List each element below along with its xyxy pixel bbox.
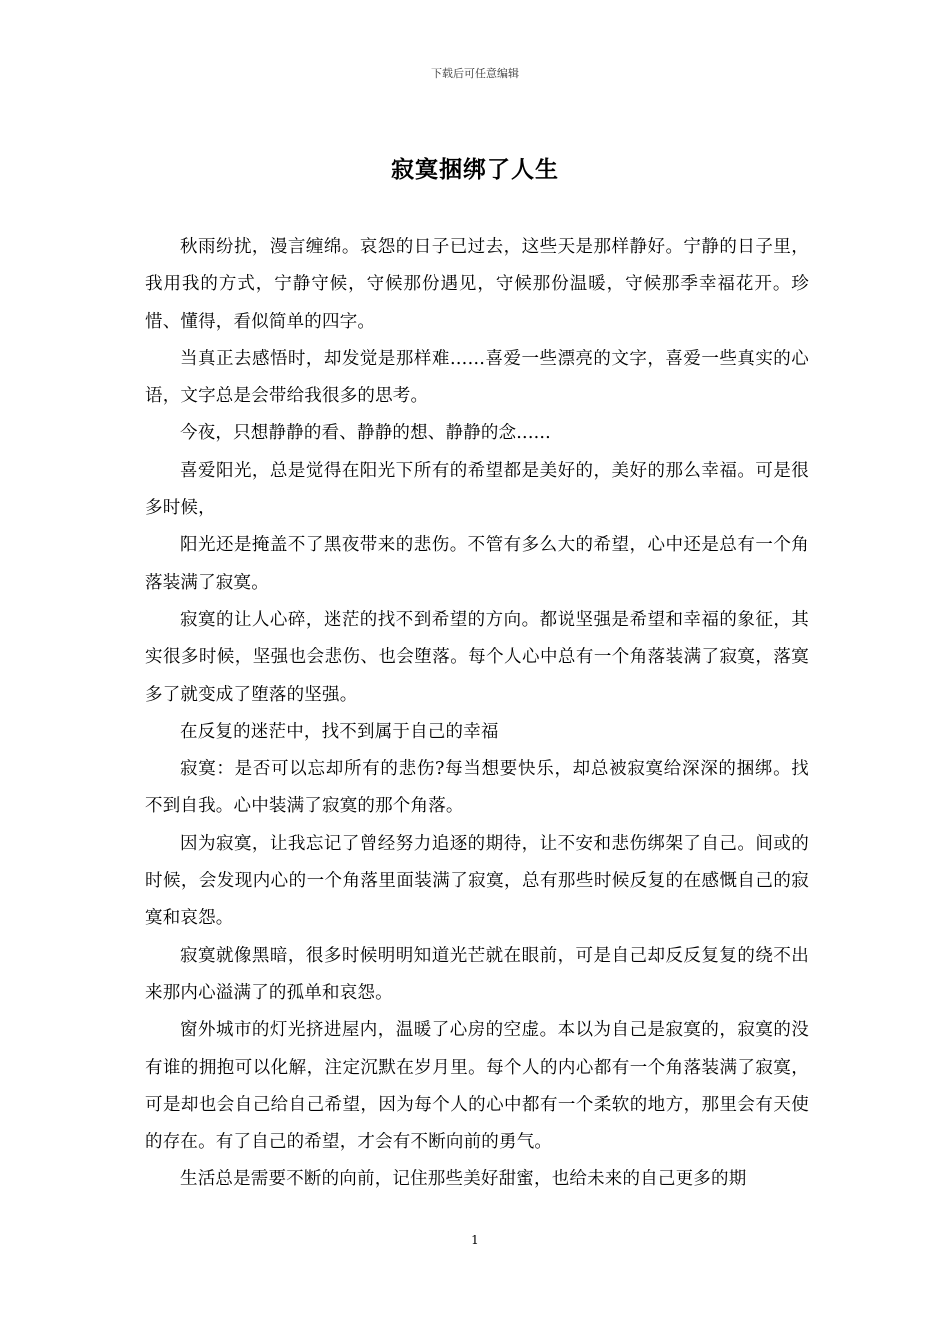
- document-body: [145, 229, 809, 1199]
- paragraph: 今夜，只想静静的看、静静的想、静静的念......: [180, 423, 551, 444]
- page-number: 1: [471, 1233, 479, 1247]
- paragraph: 阳光还是掩盖不了黑夜带来的悲伤。不管有多么大的希望，心中还是总有一个角落装满了寂寞。: [145, 535, 809, 593]
- paragraph: 生活总是需要不断的向前，记住那些美好甜蜜，也给未来的自己更多的期: [180, 1169, 747, 1190]
- paragraph: 因为寂寞，让我忘记了曾经努力追逐的期待，让不安和悲伤绑架了自己。间或的时候，会发现内心的一个角落里面装满了寂寞，总有那些时候反复的在感慨自己的寂寞和哀怨。: [145, 833, 809, 929]
- paragraph: 喜爱阳光，总是觉得在阳光下所有的希望都是美好的，美好的那么幸福。可是很多时候，: [145, 460, 809, 519]
- paragraph: 寂寞的让人心碎，迷茫的找不到希望的方向。都说坚强是希望和幸福的象征，其实很多时候，坚强也会悲伤、也会堕落。每个人心中总有一个角落装满了寂寞，落寞多了就变成了堕落的坚强。: [145, 609, 809, 705]
- paragraph: 窗外城市的灯光挤进屋内，温暖了心房的空虚。本以为自己是寂寞的，寂寞的没有谁的拥抱可以化解，注定沉默在岁月里。每个人的内心都有一个角落装满了寂寞，可是却也会自己给自己希望，因为每个人的心中都有一个柔软的地方，那里会有天使的存在。有了自己的希望，才会有不断向前的勇气。: [145, 1020, 809, 1153]
- document-title: 寂寞捆绑了人生: [391, 156, 559, 183]
- paragraph: 寂寞：是否可以忘却所有的悲伤?每当想要快乐，却总被寂寞给深深的捆绑。找不到自我。心中装满了寂寞的那个角落。: [145, 759, 809, 817]
- paragraph: 寂寞就像黑暗，很多时候明明知道光芒就在眼前，可是自己却反反复复的绕不出来那内心溢满了的孤单和哀怨。: [145, 945, 809, 1003]
- header-note: 下载后可任意编辑: [431, 67, 519, 80]
- paragraph: 秋雨纷扰，漫言缠绵。哀怨的日子已过去，这些天是那样静好。宁静的日子里，我用我的方式，宁静守候，守候那份遇见，守候那份温暖，守候那季幸福花开。珍惜、懂得，看似简单的四字。: [145, 237, 809, 332]
- paragraph: 当真正去感悟时，却发觉是那样难……喜爱一些漂亮的文字，喜爱一些真实的心语，文字总是会带给我很多的思考。: [145, 348, 809, 407]
- paragraph: 在反复的迷茫中，找不到属于自己的幸福: [180, 721, 499, 742]
